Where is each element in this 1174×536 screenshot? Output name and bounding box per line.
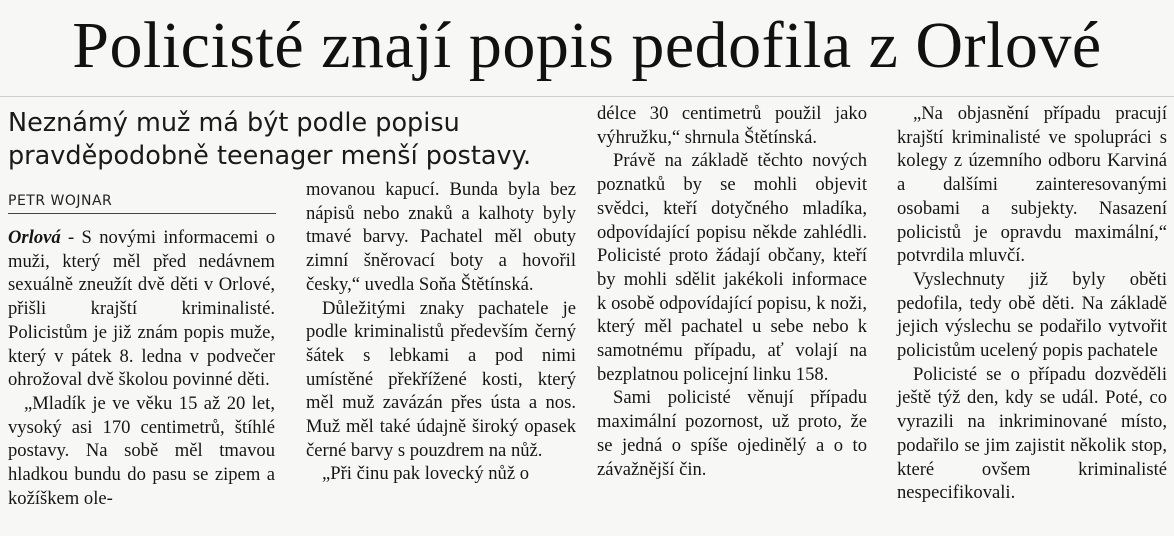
article-column-2 bbox=[306, 178, 576, 486]
paragraph: délce 30 centimetrů použil jako výhružku,“ shrnula Štětínská. bbox=[597, 103, 867, 148]
paragraph: Právě na základě těchto nových poznatků by se mohli objevit svědci, kteří dotyčného mladíka, odpovídající popisu někde zahlédli. Policisté proto žádají občany, kteří by mohli sdělit jakékoli informace k osobě odpovídající popisu, k noži, který měl pachatel u sebe nebo k samotnému případu, ať volají na bezplatnou policejní linku 158. bbox=[597, 150, 867, 385]
lead-text: - S novými informacemi o muži, který měl před nedávnem sexuálně zneužít dvě děti v Orlové, přišli krajští kriminalisté. Policistům je již znám popis muže, který v pátek 8. ledna v podvečer ohrožoval dvě školou povinné děti. bbox=[8, 227, 275, 391]
paragraph: „Mladík je ve věku 15 až 20 let, vysoký asi 170 centimetrů, štíhlé postavy. Na sobě měl tmavou hladkou bundu do pasu se zipem a kožíškem ole- bbox=[8, 392, 275, 509]
author-byline: PETR WOJNAR bbox=[8, 193, 276, 214]
paragraph: Důležitými znaky pachatele je podle kriminalistů především černý šátek s lebkami a pod nimi umístěné překřížené kosti, který měl muž zavázán přes ústa a nos. Muž měl také údajně široký opasek černé barvy s pouzdrem na nůž. bbox=[306, 297, 576, 461]
paragraph: Policisté se o případu dozvěděli ještě týž den, kdy se udál. Poté, co vyrazili na inkriminované místo, podařilo se jim zajistit několik stop, které ovšem kriminalisté nespecifikovali. bbox=[897, 363, 1167, 504]
paragraph: „Při činu pak lovecký nůž o bbox=[322, 463, 530, 485]
article-column-3 bbox=[597, 102, 867, 481]
dateline: Orlová bbox=[8, 227, 61, 248]
article-subheadline: Neznámý muž má být podle popisu pravděpodobně teenager menší postavy. bbox=[8, 108, 532, 171]
paragraph: „Na objasnění případu pracují krajští kriminalisté ve spolupráci s kolegy z územního odboru Karviná a dalšími zainteresovanými osobami a subjekty. Nasazení policistů je opravdu maximální,“ potvrdila mluvčí. bbox=[897, 103, 1167, 267]
paragraph: Vyslechnuty již byly oběti pedofila, tedy obě děti. Na základě jejich výslechu se podařilo vytvořit policistům ucelený popis pachatele bbox=[897, 268, 1167, 362]
paragraph: movanou kapucí. Bunda byla bez nápisů nebo znaků a kalhoty byly tmavé barvy. Pachatel měl obuty zimní šněrovací boty a hovořil česky,“ uvedla Soňa Štětínská. bbox=[306, 179, 576, 295]
article-headline: Policisté znají popis pedofila z Orlové bbox=[72, 9, 1102, 82]
paragraph: Sami policisté věnují případu maximální pozornost, už proto, že se jedná o spíše ojedinělý a o to závažnější čin. bbox=[597, 387, 867, 480]
article-column-1 bbox=[8, 226, 275, 510]
article-column-4 bbox=[897, 102, 1167, 505]
lead-paragraph bbox=[8, 226, 275, 392]
headline-rule bbox=[0, 96, 1174, 97]
